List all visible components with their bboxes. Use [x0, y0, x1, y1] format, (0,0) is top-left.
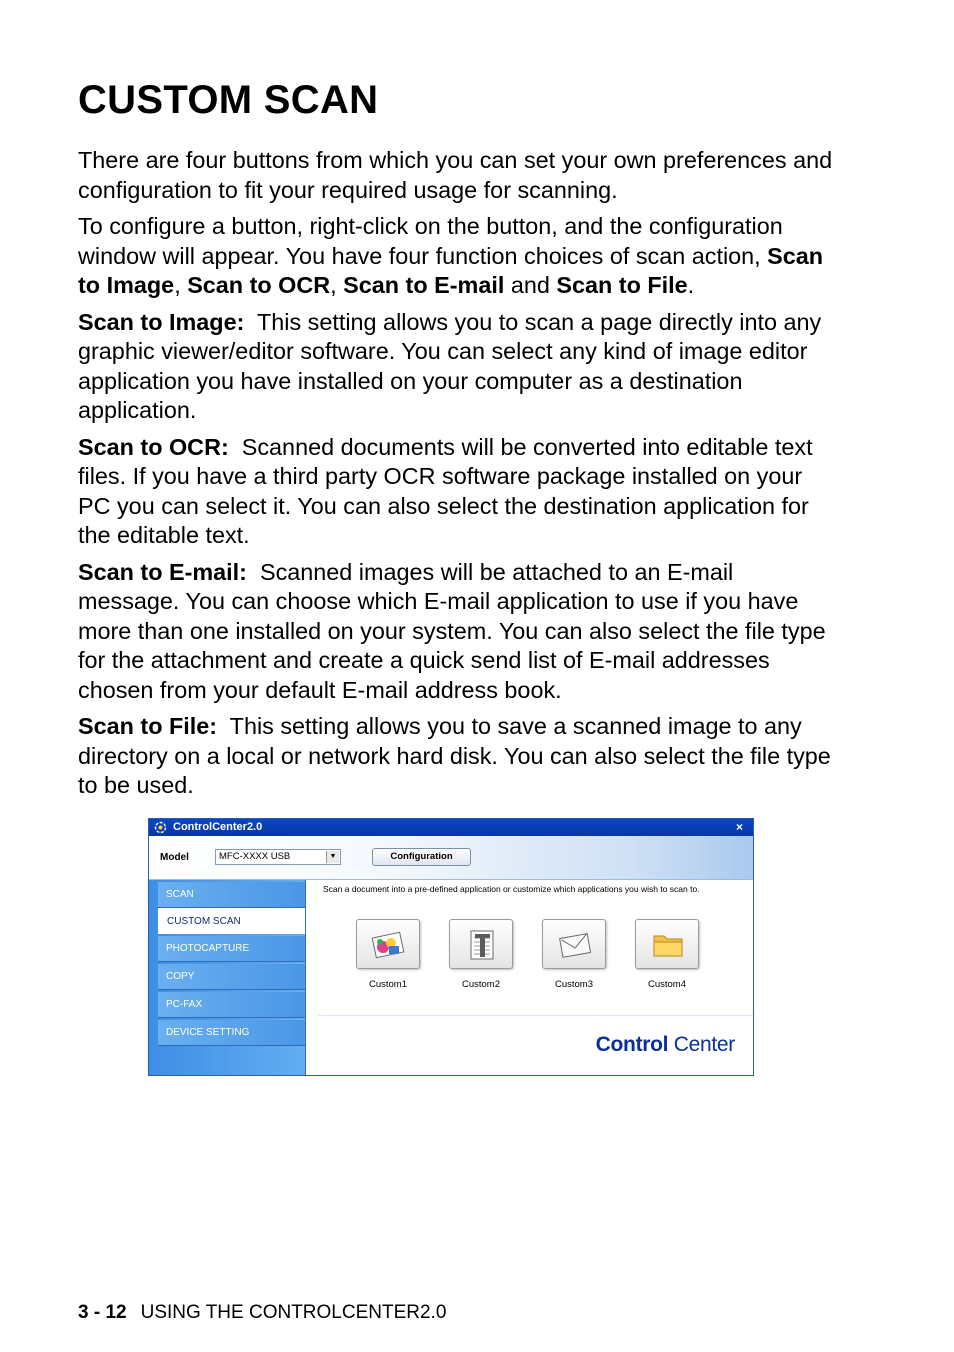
sidebar-item-pc-fax[interactable]: PC-FAX [158, 992, 305, 1018]
controlcenter-logo [596, 1033, 735, 1057]
sidebar-item-device-setting[interactable]: DEVICE SETTING [158, 1020, 305, 1046]
chevron-down-icon[interactable]: ▼ [326, 851, 339, 863]
body-text [78, 146, 838, 808]
sidebar-item-photocapture[interactable]: PHOTOCAPTURE [158, 936, 305, 962]
custom2-button[interactable] [449, 919, 513, 969]
configure-paragraph [78, 212, 838, 301]
sidebar [149, 880, 306, 1075]
configuration-button[interactable]: Configuration [372, 848, 471, 866]
section-text: Scanned images will be attached to an E-mail message. You can choose which E-mail application to use if you have more than one installed on your system. You can also select the file type for the attachment and create a quick send list of E-mail addresses chosen from your default E-mail address book. [78, 558, 826, 703]
window-toolbar [149, 836, 753, 880]
content-description: Scan a document into a pre-defined application or customize which applications you wish to scan to. [323, 884, 700, 894]
window-titlebar[interactable] [149, 819, 753, 836]
section-text: This setting allows you to scan a page directly into any graphic viewer/editor software. You can select any kind of image editor application you have installed on your computer as a destination application. [78, 308, 822, 423]
section-term: Scan to Image: [78, 308, 245, 335]
custom4-label: Custom4 [647, 979, 686, 990]
page-number: 3 - 12 [78, 1302, 127, 1323]
section-term: Scan to File: [78, 713, 218, 739]
option-scan-to-file: Scan to File [556, 272, 688, 298]
separator: , [330, 272, 344, 298]
separator: , [174, 272, 188, 298]
custom1-label: Custom1 [368, 979, 407, 990]
custom3-label: Custom3 [554, 979, 593, 990]
sidebar-item-scan[interactable]: SCAN [158, 882, 305, 908]
content-divider [318, 1015, 753, 1016]
email-envelope-icon [557, 929, 593, 961]
model-value: MFC-XXXX USB [219, 851, 291, 862]
custom1-button[interactable] [356, 919, 420, 969]
content-panel [306, 880, 753, 1075]
page-title: CUSTOM SCAN [78, 78, 379, 122]
period: . [687, 272, 695, 298]
sidebar-item-custom-scan[interactable]: CUSTOM SCAN [158, 908, 305, 934]
section-text: This setting allows you to save a scanned image to any directory on a local or network hard disk. You can also select the file type to be used. [78, 713, 831, 798]
close-icon[interactable]: × [735, 820, 743, 834]
section-scan-to-image [78, 308, 838, 426]
section-scan-to-file [78, 712, 838, 801]
ocr-document-icon [464, 929, 500, 961]
section-scan-to-ocr [78, 433, 838, 551]
section-scan-to-email [78, 558, 838, 706]
page-footer [78, 1302, 446, 1324]
window-title: ControlCenter2.0 [173, 821, 263, 833]
option-scan-to-email: Scan to E-mail [343, 272, 505, 298]
section-term: Scan to OCR: [78, 433, 229, 460]
intro-paragraph: There are four buttons from which you can set your own preferences and configuration to fit your required usage for scanning. [78, 147, 833, 203]
custom3-button[interactable] [542, 919, 606, 969]
app-icon [154, 821, 167, 834]
custom2-label: Custom2 [461, 979, 500, 990]
and-word: and [504, 272, 557, 298]
option-scan-to-image: Scan to Image [78, 242, 824, 298]
model-label: Model [160, 852, 189, 863]
folder-icon [650, 929, 686, 961]
window-body [149, 880, 753, 1075]
custom4-button[interactable] [635, 919, 699, 969]
model-select[interactable] [215, 849, 341, 865]
option-scan-to-ocr: Scan to OCR [187, 272, 331, 298]
image-icon [371, 929, 407, 961]
logo-regular: Center [673, 1033, 735, 1056]
sidebar-item-copy[interactable]: COPY [158, 964, 305, 990]
section-text: Scanned documents will be converted into editable text files. If you have a third party OCR software package installed on your PC you can select it. You can also select the destination application for the editable text. [78, 433, 813, 548]
controlcenter-window [148, 818, 754, 1076]
chapter-title: USING THE CONTROLCENTER2.0 [140, 1302, 447, 1323]
section-term: Scan to E-mail: [78, 558, 247, 585]
logo-bold: Control [595, 1033, 669, 1056]
configure-text: To configure a button, right-click on the button, and the configuration window will appear. You have four function choices of scan action, [78, 213, 783, 269]
